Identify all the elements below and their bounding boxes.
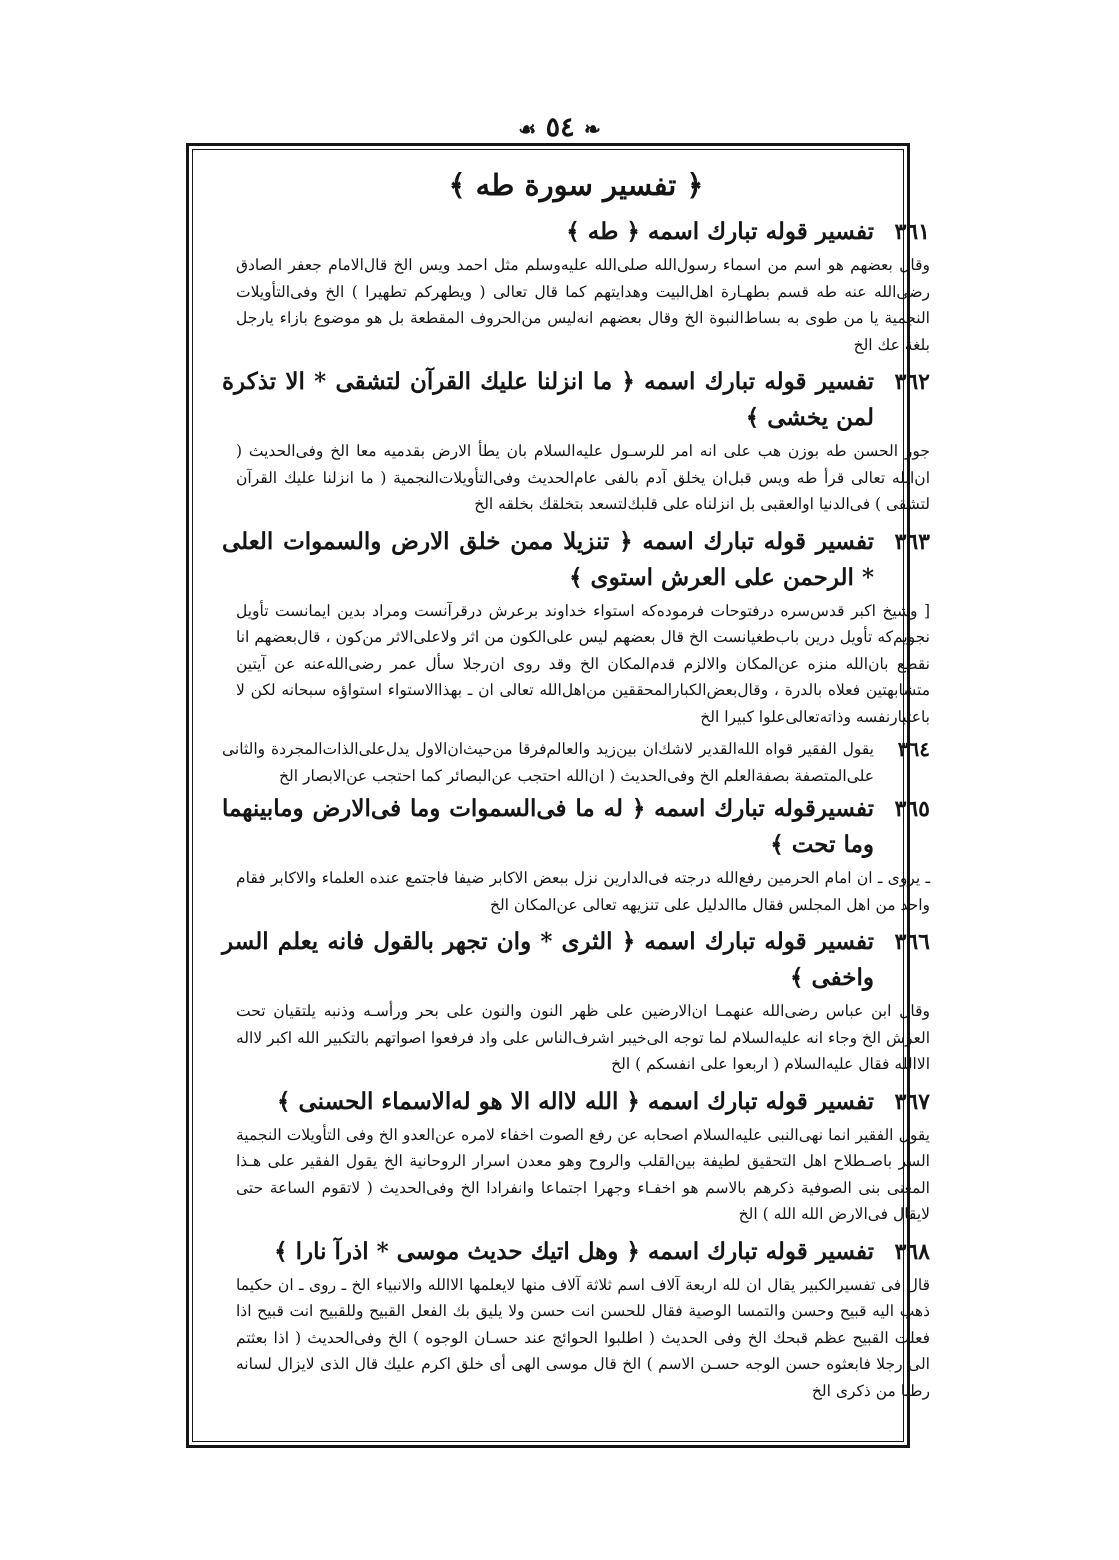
verse-number: ٣٦٣ [894, 528, 930, 555]
ornament-right: ❧ [584, 117, 601, 141]
entry-362 [208, 364, 930, 518]
verse-heading [208, 214, 930, 250]
commentary: قال فى تفسير‌الكبير يقال ان لله اربعة آلاف اسم ثلاثة آلاف منها لايعلمها الاالله والانبياء الخ ـ روى ـ ان حكيما ذهب اليه قبيح وحسن والتمسا الوصية فقال للحسن انت حسن ولا يليق بك الفعل القبيح وللقبيح انت قبيح اذا فعلت القبيح عظم قبحك الخ وفى الحديث ( اطلبوا الحوائج عند حسـان الوجوه ) الخ وفى‌الحديث ( اذا بعثتم الى رجلا فابعثوه حسن الوجه حسـن الاسم ) الخ قال موسى الهى أى خلق اكرم عليك قال الذى لايزال لسانه رطبا من ذكرى الخ [236, 1275, 930, 1400]
entry-368 [208, 1234, 930, 1405]
verse-number: ٣٦٤ [897, 737, 930, 761]
entry-361 [208, 214, 930, 358]
verse-heading [208, 1084, 930, 1120]
ornament-left: ☙ [518, 117, 537, 141]
verse-heading [208, 924, 930, 996]
commentary: جور الحسن طه بوزن هب على انه امر للرسـول عليه‌السلام بان يطأ الارض بقدميه معا الخ وفى‌الحديث ( ان‌الله تعالى قرأ طه ويس قبل‌ان يخلق آدم بالفى عام‌الحديث وفى‌التأويلات‌النجمية ( ما انزلنا عليك القرآن لتشقى ) فى‌الدنيا اوالعقبى بل انزلناه على قلبك‌لتسعد بتخلقك بخلقه الخ [236, 442, 930, 513]
commentary: وقال بعضهم هو اسم من اسماء رسول‌الله صلى‌الله عليه‌وسلم مثل احمد ويس الخ قال‌الامام جعفر الصادق رضى‌الله عنه طه قسم بطهـارة اهل‌البيت وهدايتهم كما قال تعالى ( ويطهركم تطهيرا ) الخ وفى‌التأويلات النجمية يا من طوى به بساط‌النبوة الخ وقال بعضهم انه‌ليس من‌الحروف المقطعة بل هو موضوع بازاء يارجل بلغة عك الخ [236, 256, 930, 354]
verse-number: ٣٦٨ [894, 1238, 930, 1265]
verse-number: ٣٦٢ [894, 369, 930, 395]
page-number-value: ٥٤ [545, 112, 575, 143]
entry-364 [208, 736, 930, 789]
verse-number: ٣٦٦ [894, 929, 930, 955]
verse-heading [208, 736, 930, 789]
entry-363 [208, 524, 930, 731]
verse-text: تفسير قوله تبارك اسمه ﴿ وهل اتيك حديث موسى * اذرآ نارا ﴾ [274, 1237, 874, 1265]
commentary: وقال ابن عباس رضى‌الله عنهمـا ان‌الارضين على ظهر النون والنون على بحر ورأسـه وذنبه يلتقيان تحت العرش الخ وجاء انه عليه‌السلام لما توجه الى‌خيبر اشرف‌الناس على واد فرفعوا اصواتهم بالتكبير الله اكبر لااله الاالله فقال عليه‌السلام ( اربعوا على انفسكم ) الخ [236, 1002, 930, 1073]
entry-367 [208, 1084, 930, 1228]
verse-text: تفسير قوله تبارك اسمه ﴿ الثرى * وان تجهر بالقول فانه يعلم السر واخفى ﴾ [222, 928, 874, 991]
entry-366 [208, 924, 930, 1078]
verse-heading [208, 524, 930, 596]
commentary: يقول الفقير انما نهى‌النبى عليه‌السلام اصحابه عن رفع الصوت اخفاء لامره عن‌العدو الخ وفى التأويلات النجمية السر باصـطلاح اهل التحقيق لطيفة بين‌القلب والروح وهو معدن اسرار الروحانية الخ يقول الفقير على هـذا المعنى بنى الصوفية ذكرهم بالاسم هو اخفـاء وجهرا اجتماعا وانفرادا الخ وفى‌الحديث ( لاتقوم الساعة حتى لايقال فى‌الارض الله الله ) الخ [236, 1125, 930, 1223]
verse-heading [208, 364, 930, 436]
verse-text: تفسير قوله تبارك اسمه ﴿ طه ﴾ [566, 218, 874, 245]
surah-title: ﴿ تفسير سورة طه ﴾ [448, 168, 704, 202]
verse-heading [208, 1234, 930, 1270]
verse-text: تفسير قوله تبارك اسمه ﴿ ما انزلنا عليك القرآن لتشقى * الا تذكرة لمن يخشى ﴾ [222, 368, 874, 431]
commentary: [ وشيخ اكبر قدس‌سره درفتوحات فرموده‌كه استواء خداوند برعرش درقرآنست ومراد بدين ايمانست تأويل نجويم‌كه تأويل درين باب‌طغيانست الخ قال بعضهم ليس على‌الكون من اثر ولاعلى‌الاثر من‌كون ، قال‌بعضهم انا نقطع بان‌الله منزه عن‌المكان والالزم قدم‌المكان الخ وقد روى ان‌رجلا سأل عمر رضى‌الله‌عنه عن آيتين متشابهتين فعلاه بالدرة ، وقال‌بعض‌الكبار‌المحققين من‌اهل‌الله تعالى ان ـ بهذاالاستواء استواؤه سبحانه لكن لا باعتبارنفسه وذاته‌تعالى‌علوا كبيرا الخ [236, 601, 930, 726]
verse-text: تفسير قوله تبارك اسمه ﴿ الله لااله الا هو له‌الاسماء الحسنى ﴾ [277, 1087, 874, 1115]
verse-number: ٣٦٧ [894, 1088, 930, 1115]
verse-heading [208, 791, 930, 863]
commentary: يقول الفقير قواه الله‌القدير لاشك‌ان بين‌زيد والعالم‌فرقا من‌حيث‌ان‌الاول يدل‌على‌الذات‌المجردة والثانى على‌المتصفة بصفة‌العلم الخ وفى‌الحديث ( ان‌الله احتجب عن‌البصائر كما احتجب عن‌الابصار الخ [222, 740, 874, 785]
commentary: ـ يروى ـ ان امام الحرمين رفع‌الله درجته فى‌الدارين نزل ببعض الاكابر ضيفا فاجتمع عنده العلماء والاكابر فقام واحد من اهل المجلس فقال ماالدليل على تنزيهه تعالى عن‌المكان الخ [236, 869, 930, 914]
verse-number: ٣٦٥ [894, 796, 930, 822]
verse-number: ٣٦١ [894, 219, 930, 245]
entry-365 [208, 791, 930, 918]
page-content [208, 160, 930, 1440]
verse-text: تفسيرقوله تبارك اسمه ﴿ له ما فى‌السموات وما فى‌الارض ومابينهما وما تحت ﴾ [222, 795, 874, 858]
page-number [0, 112, 1119, 143]
verse-text: تفسير قوله تبارك اسمه ﴿ تنزيلا ممن خلق الارض والسموات العلى * الرحمن على العرش استوى ﴾ [222, 527, 874, 591]
